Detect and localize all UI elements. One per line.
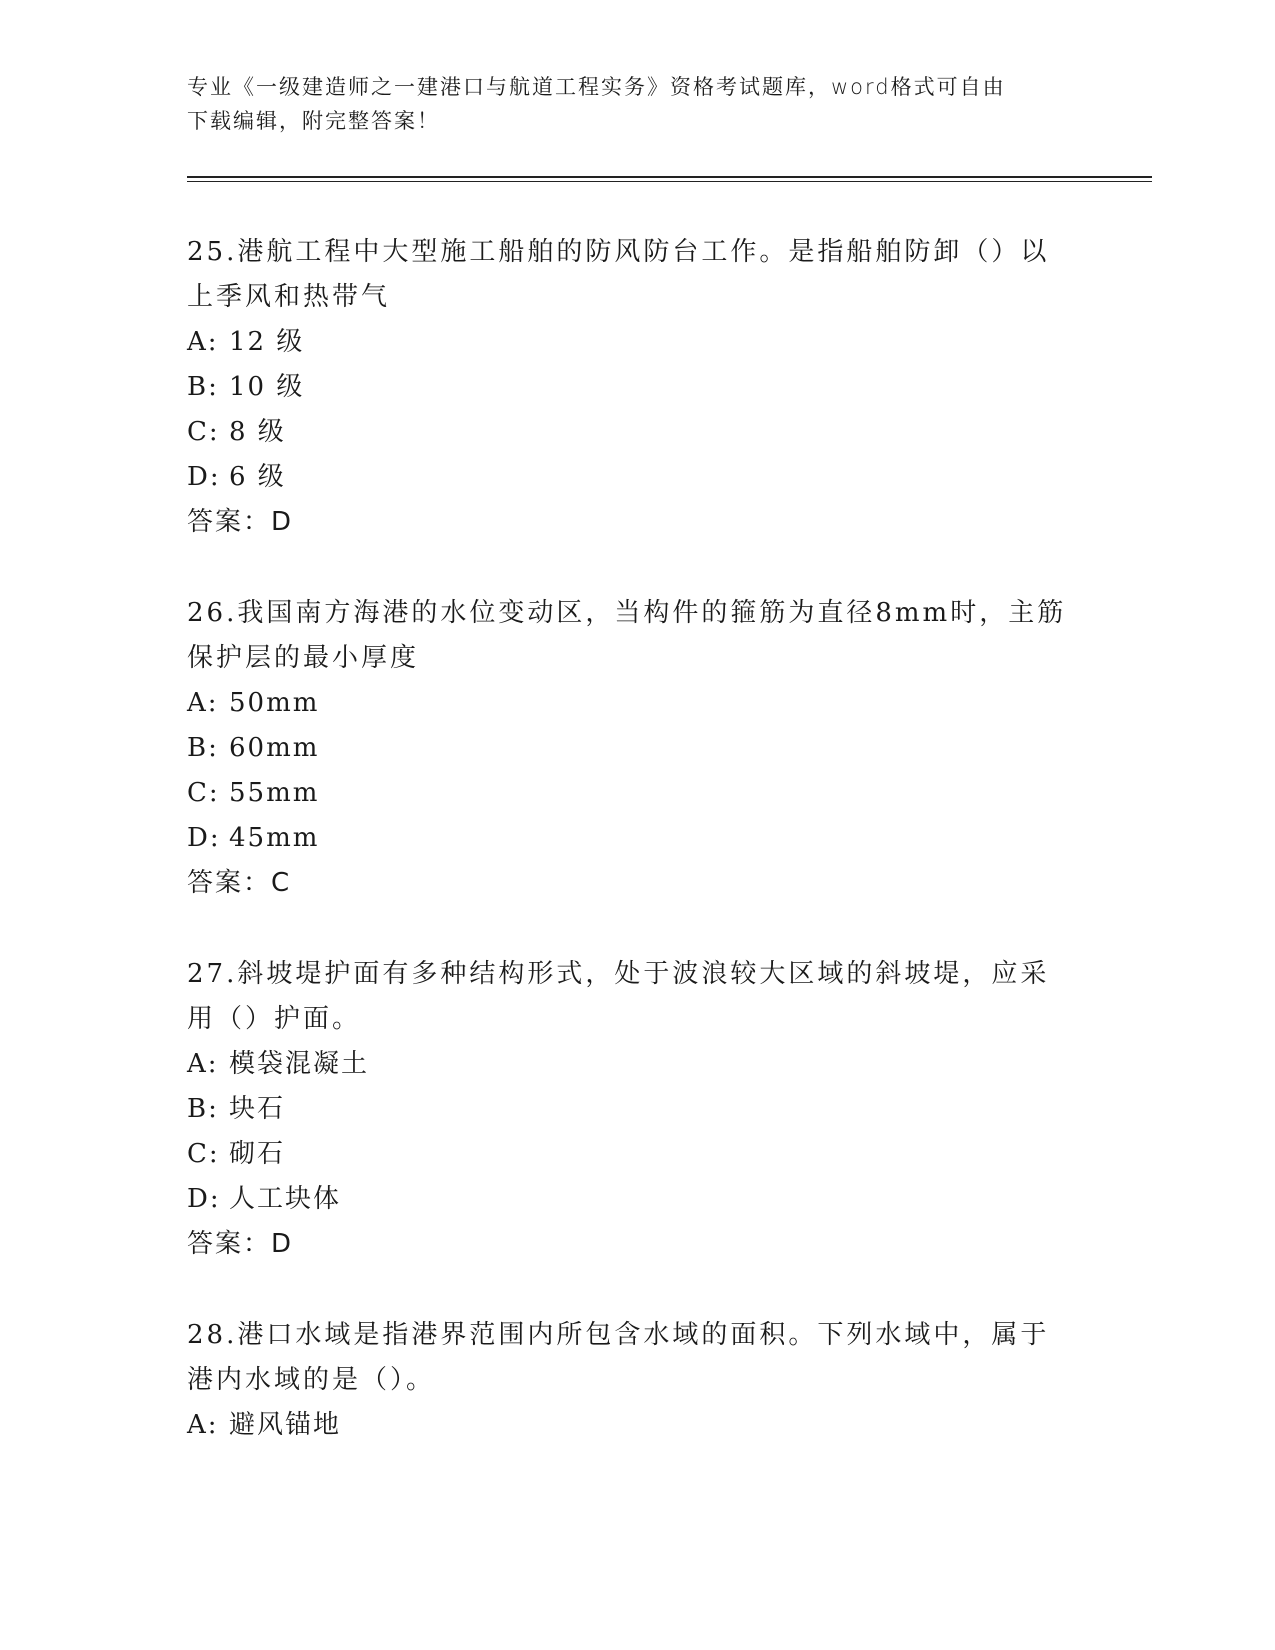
option-c [187, 771, 1077, 816]
header-divider-thick [187, 176, 1152, 178]
option-text: 60mm [229, 733, 320, 763]
question-stem: 26.我国南方海港的水位变动区，当构件的箍筋为直径8mm时，主筋保护层的最小厚度 [187, 598, 1067, 673]
option-key: C: [187, 778, 220, 808]
answer-line: 答案：C [187, 868, 292, 898]
question-stem: 28.港口水域是指港界范围内所包含水域的面积。下列水域中，属于港内水域的是（）。 [187, 1320, 1050, 1395]
header-line-2: 下载编辑，附完整答案！ [187, 109, 440, 133]
option-b [187, 1087, 1077, 1132]
option-key: A: [187, 688, 219, 718]
option-key: C: [187, 417, 220, 447]
question-list [187, 230, 1077, 1494]
option-d [187, 816, 1077, 861]
option-b [187, 726, 1077, 771]
question-stem: 25.港航工程中大型施工船舶的防风防台工作。是指船舶防卸（）以上季风和热带气 [187, 237, 1050, 312]
option-text: 8 级 [229, 417, 286, 447]
option-key: B: [187, 1094, 219, 1124]
option-key: A: [187, 327, 219, 357]
question-item [187, 1313, 1077, 1448]
document-header [187, 70, 1067, 138]
option-text: 12 级 [229, 327, 305, 357]
option-key: D: [187, 462, 221, 492]
option-text: 人工块体 [229, 1184, 342, 1214]
option-a [187, 1042, 1077, 1087]
option-key: D: [187, 823, 221, 853]
option-key: A: [187, 1049, 219, 1079]
option-c [187, 410, 1077, 455]
option-text: 10 级 [229, 372, 305, 402]
header-divider-thin [187, 181, 1152, 182]
option-text: 45mm [229, 823, 320, 853]
option-text: 块石 [229, 1094, 286, 1124]
answer-line: 答案：D [187, 1229, 294, 1259]
option-d [187, 1177, 1077, 1222]
option-text: 模袋混凝土 [229, 1049, 370, 1079]
question-stem: 27.斜坡堤护面有多种结构形式，处于波浪较大区域的斜坡堤，应采用（）护面。 [187, 959, 1050, 1034]
option-text: 6 级 [229, 462, 286, 492]
option-text: 避风锚地 [229, 1410, 342, 1440]
option-a [187, 681, 1077, 726]
option-d [187, 455, 1077, 500]
option-b [187, 365, 1077, 410]
option-key: C: [187, 1139, 220, 1169]
option-a [187, 1403, 1077, 1448]
option-c [187, 1132, 1077, 1177]
option-a [187, 320, 1077, 365]
option-text: 砌石 [229, 1139, 286, 1169]
option-key: B: [187, 733, 219, 763]
question-item [187, 952, 1077, 1267]
option-text: 50mm [229, 688, 320, 718]
option-key: A: [187, 1410, 219, 1440]
question-item [187, 230, 1077, 545]
option-key: D: [187, 1184, 221, 1214]
option-key: B: [187, 372, 219, 402]
answer-line: 答案：D [187, 507, 294, 537]
option-text: 55mm [229, 778, 320, 808]
question-item [187, 591, 1077, 906]
header-line-1: 专业《一级建造师之一建港口与航道工程实务》资格考试题库，word格式可自由 [187, 75, 1006, 99]
